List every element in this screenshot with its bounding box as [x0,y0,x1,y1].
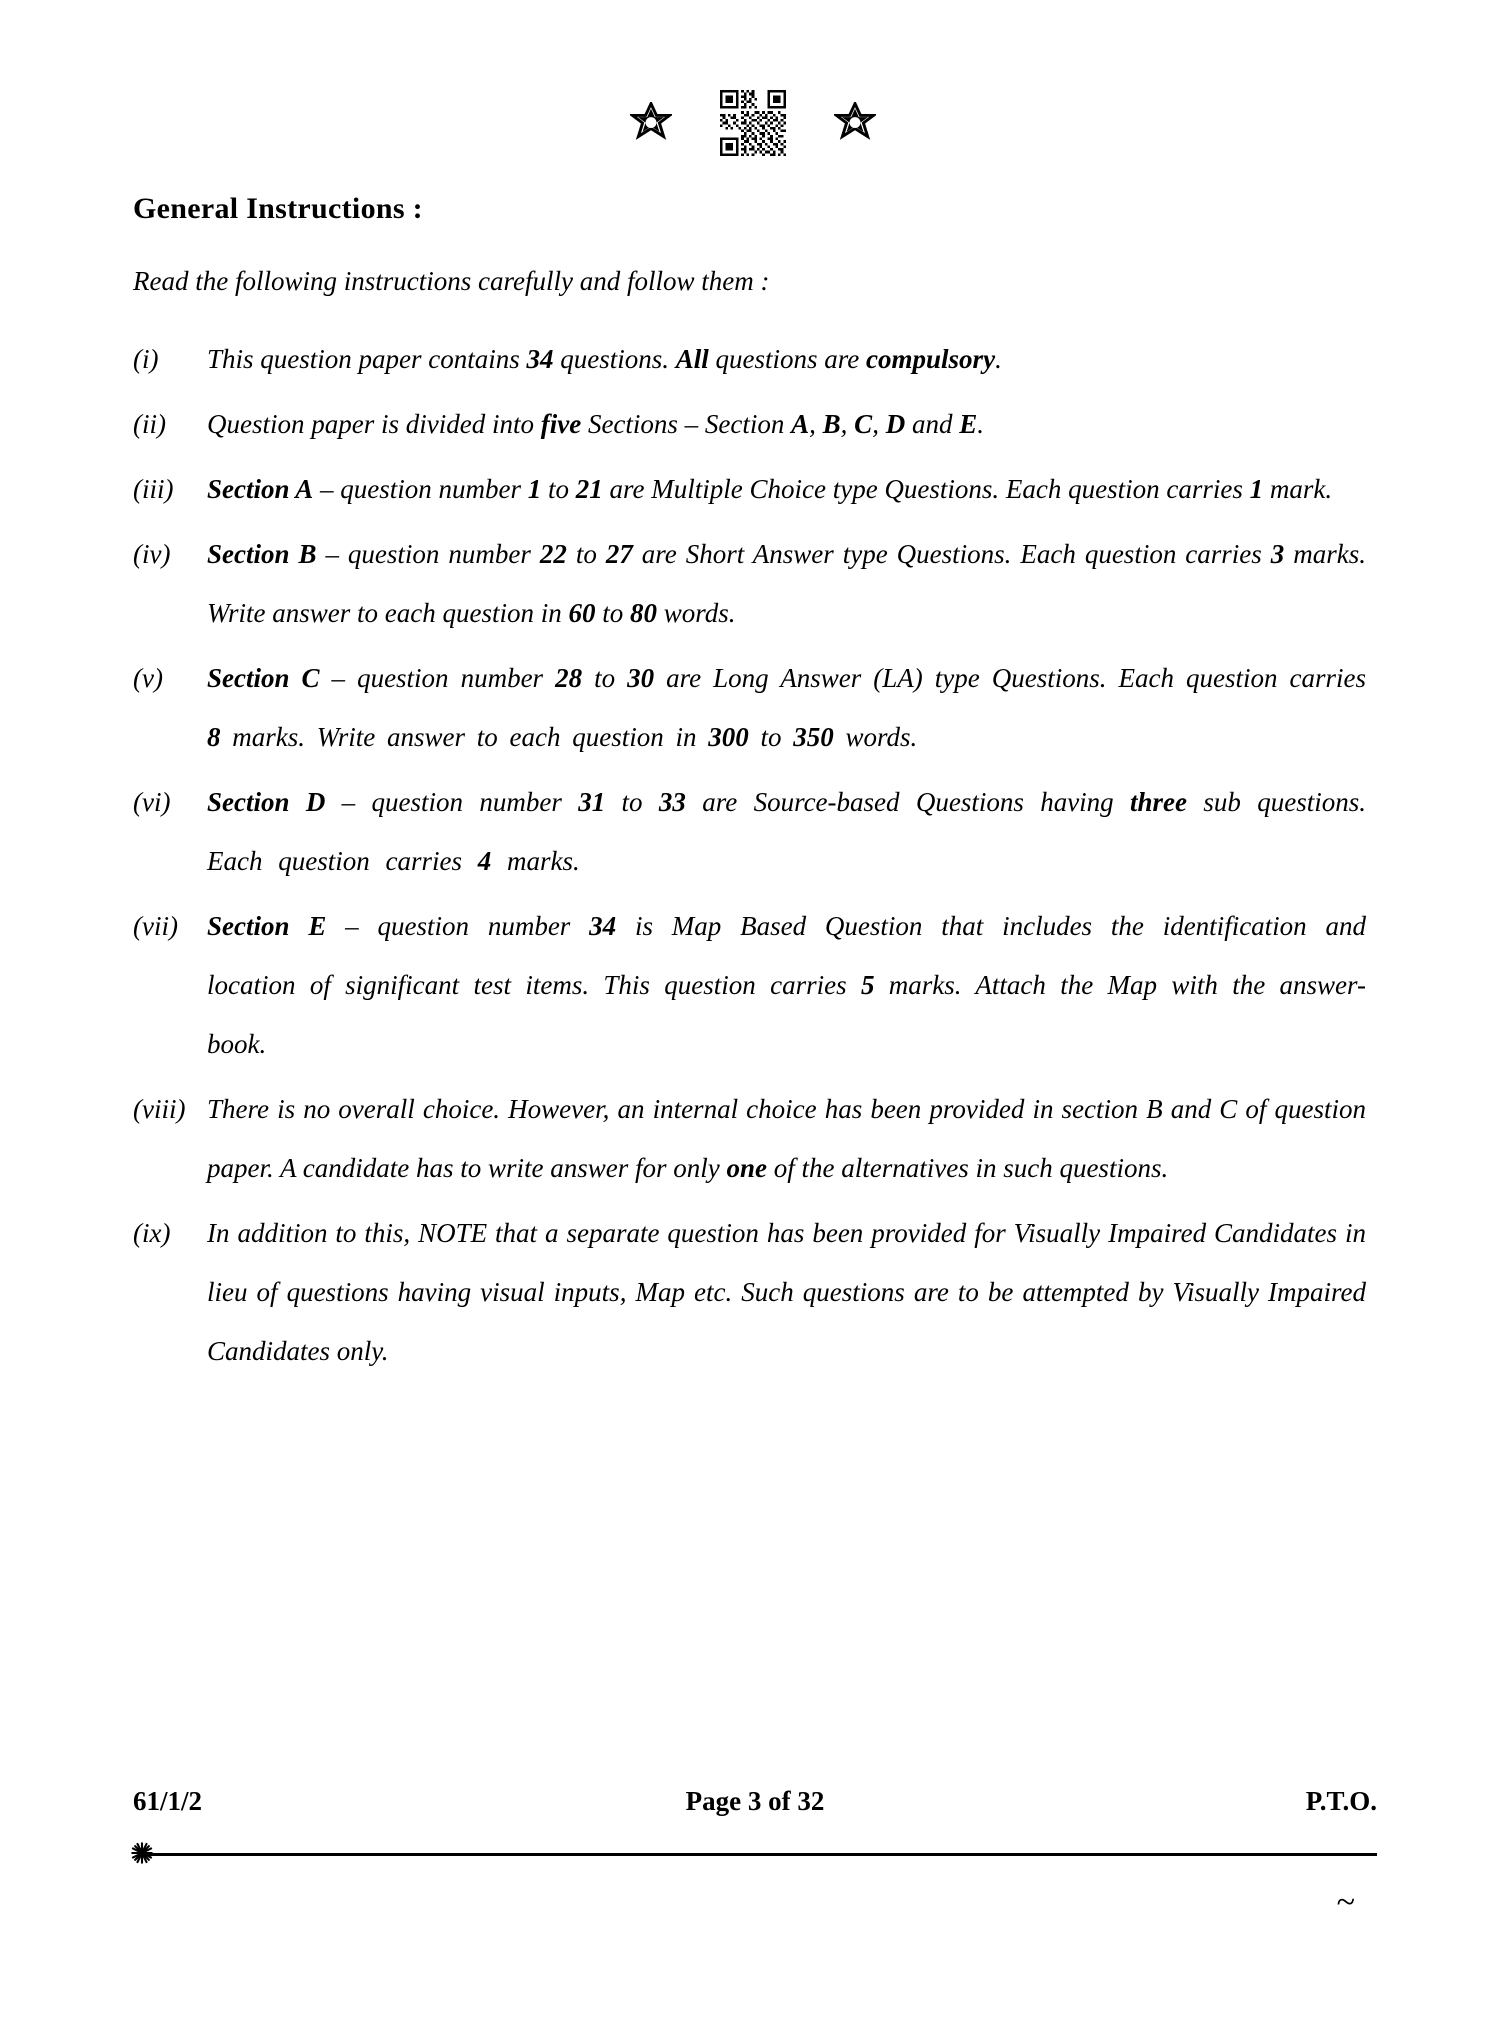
emphasis-text: 22 [539,539,567,569]
instruction-text: In addition to this, NOTE that a separate question has been provided for Visually Impaired Candidates in lieu of questions having visual inputs, Map etc. Such questions are to be attempted by Visually Impaired Candidates only. [207,1218,1366,1366]
page-number-label: Page 3 of 32 [685,1786,825,1816]
emphasis-text: Section E [207,911,327,941]
instruction-item [133,395,1366,454]
instruction-text: Section D – question number 31 to 33 are Source-based Questions having three sub questions. Each question carries 4 marks. [207,787,1366,876]
emphasis-text: 27 [605,539,633,569]
emphasis-text: 34 [526,344,554,374]
emphasis-text: 60 [568,598,596,628]
tilde-mark: ~ [1336,1884,1355,1921]
emphasis-text: 350 [793,722,834,752]
instruction-item [133,525,1366,643]
instruction-item [133,330,1366,389]
emphasis-text: three [1130,787,1188,817]
emphasis-text: 80 [629,598,657,628]
emphasis-text: 33 [658,787,686,817]
six-pointed-star-left-icon [630,102,672,144]
emphasis-text: 28 [555,663,583,693]
page-footer [0,1786,1505,1906]
page-header [0,88,1505,158]
emphasis-text: 1 [527,474,542,504]
instruction-text: Section B – question number 22 to 27 are Short Answer type Questions. Each question carries 3 marks. Write answer to each question in 60 to 80 words. [207,539,1366,628]
emphasis-text: E [959,409,978,439]
emphasis-text: five [540,409,582,439]
instruction-item [133,1080,1366,1198]
emphasis-text: 4 [477,846,492,876]
instruction-text: Section C – question number 28 to 30 are Long Answer (LA) type Questions. Each question carries 8 marks. Write answer to each question in 300 to 350 words. [207,663,1366,752]
instruction-marker: (iv) [133,539,171,569]
emphasis-text: Section D [207,787,326,817]
emphasis-text: 3 [1270,539,1285,569]
instruction-marker: (vi) [133,787,171,817]
instruction-marker: (ii) [133,409,166,439]
six-pointed-star-right-icon [834,102,876,144]
read-instructions-line: Read the following instructions carefully and follow them : [133,266,770,296]
footer-rule [147,1853,1377,1856]
emphasis-text: All [675,344,709,374]
instruction-item [133,773,1366,891]
instruction-item [133,460,1366,519]
instruction-marker: (v) [133,663,163,693]
emphasis-text: 34 [589,911,617,941]
emphasis-text: 1 [1249,474,1264,504]
emphasis-text: Section C [207,663,320,693]
emphasis-text: C [854,409,873,439]
instruction-marker: (viii) [133,1094,186,1124]
instruction-marker: (vii) [133,911,178,941]
instruction-item [133,1204,1366,1381]
paper-code: 61/1/2 [133,1786,203,1816]
instruction-text: Section A – question number 1 to 21 are Multiple Choice type Questions. Each question carries 1 mark. [207,474,1333,504]
emphasis-text: Section B [207,539,317,569]
pto-label: P.T.O. [1305,1786,1377,1816]
emphasis-text: 300 [708,722,749,752]
instruction-marker: (iii) [133,474,174,504]
emphasis-text: Section A [207,474,314,504]
emphasis-text: 21 [575,474,603,504]
emphasis-text: A [791,409,810,439]
instruction-text: This question paper contains 34 questions. All questions are compulsory. [207,344,1002,374]
emphasis-text: 8 [207,722,221,752]
emphasis-text: D [885,409,906,439]
general-instructions-heading: General Instructions : [133,192,423,225]
emphasis-text: B [822,409,841,439]
emphasis-text: 31 [578,787,606,817]
instruction-text: Section E – question number 34 is Map Based Question that includes the identification and location of significant test items. This question carries 5 marks. Attach the Map with the answer-book. [207,911,1367,1059]
instruction-item [133,649,1366,767]
instruction-text: Question paper is divided into five Sections – Section A, B, C, D and E. [207,409,984,439]
emphasis-text: one [726,1153,767,1183]
instruction-item [133,897,1366,1074]
emphasis-text: 30 [627,663,655,693]
instruction-text: There is no overall choice. However, an internal choice has been provided in section B and C of question paper. A candidate has to write answer for only one of the alternatives in such questions. [207,1094,1366,1183]
emphasis-text: compulsory [866,344,996,374]
emphasis-text: 5 [860,970,875,1000]
instruction-marker: (i) [133,344,159,374]
instruction-marker: (ix) [133,1218,171,1248]
qr-code-icon [720,90,786,156]
instructions-list [133,330,1366,1383]
